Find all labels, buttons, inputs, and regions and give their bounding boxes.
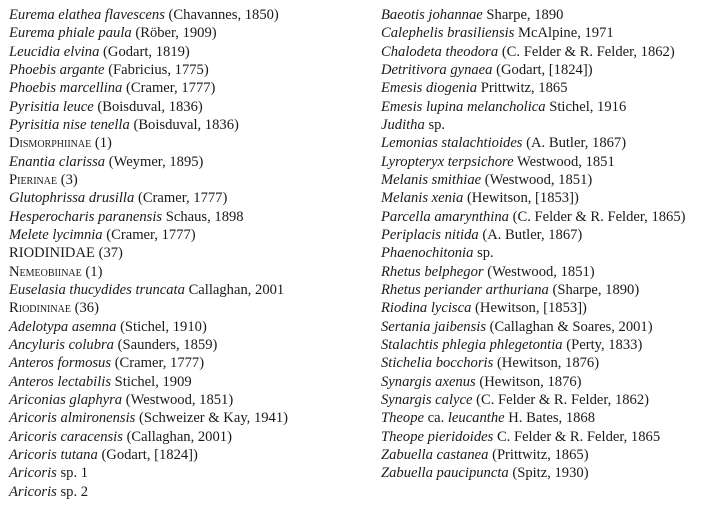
taxon-author: sp.: [477, 245, 494, 262]
species-entry: [9, 24, 369, 42]
taxon-author: (Callaghan & Soares, 2001): [489, 318, 653, 335]
subfamily-heading: [9, 299, 369, 317]
taxon-name: Zabuella castanea: [381, 446, 489, 463]
taxon-author: (Cramer, 1777): [106, 226, 196, 243]
taxon-name: Synargis axenus: [381, 373, 476, 390]
species-entry: [381, 336, 703, 354]
taxon-author: McAlpine, 1971: [518, 25, 614, 42]
subfamily-name: Dismorphiinae: [9, 135, 92, 152]
taxon-name: Leucidia elvina: [9, 43, 100, 60]
species-entry: [9, 208, 369, 226]
taxon-name: Stichelia bocchoris: [381, 355, 494, 372]
species-entry: [9, 483, 369, 501]
species-entry: [381, 446, 703, 464]
taxon-author: (A. Butler, 1867): [526, 135, 627, 152]
species-entry: [381, 226, 703, 244]
species-entry: [381, 61, 703, 79]
taxon-name: Melete lycimnia: [9, 226, 103, 243]
species-entry: [9, 43, 369, 61]
taxon-author: (Godart, 1819): [103, 43, 190, 60]
taxon-name: Adelotypa asemna: [9, 318, 117, 335]
species-entry: [9, 6, 369, 24]
taxon-author: Westwood, 1851: [517, 153, 615, 170]
species-entry: [9, 79, 369, 97]
taxon-name: Stalachtis phlegia phlegetontia: [381, 336, 563, 353]
taxon-name: Phaenochitonia: [381, 245, 474, 262]
species-entry: [9, 409, 369, 427]
species-entry: [9, 354, 369, 372]
taxon-count: (1): [85, 263, 103, 280]
taxon-name: Zabuella paucipuncta: [381, 465, 509, 482]
taxon-name: Pyrisitia leuce: [9, 98, 94, 115]
species-entry: [381, 464, 703, 482]
taxon-author: (Röber, 1909): [135, 25, 217, 42]
taxon-count: (37): [98, 245, 123, 262]
taxon-author: (Schweizer & Kay, 1941): [139, 410, 289, 427]
taxon-name: Rhetus belphegor: [381, 263, 484, 280]
species-entry: [9, 189, 369, 207]
taxon-name: Riodina lycisca: [381, 300, 472, 317]
species-entry: [381, 281, 703, 299]
taxon-name: Anteros lectabilis: [9, 373, 112, 390]
taxon-author: (Perty, 1833): [566, 336, 643, 353]
taxon-name: Anteros formosus: [9, 355, 112, 372]
species-entry: [9, 318, 369, 336]
species-entry: [381, 6, 703, 24]
taxon-author: (Hewitson, [1853]): [466, 190, 579, 207]
taxon-name: Lemonias stalachtioides: [381, 135, 523, 152]
taxon-name: Aricoris: [9, 483, 57, 500]
taxon-name: Eurema phiale paula: [9, 25, 132, 42]
species-entry: [381, 79, 703, 97]
species-entry: [381, 98, 703, 116]
species-entry: [381, 43, 703, 61]
right-column: [381, 6, 703, 483]
taxon-author: Schaus, 1898: [165, 208, 244, 225]
taxon-author: (Hewitson, [1853]): [475, 300, 587, 317]
taxon-name: Aricoris almironensis: [9, 410, 136, 427]
taxon-name: Euselasia thucydides truncata: [9, 281, 185, 298]
taxon-author: (A. Butler, 1867): [482, 226, 583, 243]
taxon-count: (36): [74, 300, 99, 317]
species-entry: [381, 428, 703, 446]
taxon-name: Hesperocharis paranensis: [9, 208, 163, 225]
subfamily-name: Riodininae: [9, 300, 71, 317]
species-entry: [9, 61, 369, 79]
taxon-author: (Godart, [1824]): [496, 61, 593, 78]
species-entry: [381, 171, 703, 189]
taxon-name: Emesis lupina melancholica: [381, 98, 546, 115]
taxon-author: (Callaghan, 2001): [126, 428, 232, 445]
taxon-name: Glutophrissa drusilla: [9, 190, 135, 207]
taxon-name: Melanis xenia: [381, 190, 464, 207]
taxon-author: (Sharpe, 1890): [552, 281, 640, 298]
species-entry: [9, 98, 369, 116]
taxon-author: (Boisduval, 1836): [133, 116, 239, 133]
taxon-author: (Cramer, 1777): [137, 190, 228, 207]
taxon-name: Sertania jaibensis: [381, 318, 486, 335]
species-entry: [9, 281, 369, 299]
species-entry: [9, 464, 369, 482]
subfamily-name: Nemeobiinae: [9, 263, 82, 280]
species-entry: [381, 409, 703, 427]
taxon-name: Eurema elathea flavescens: [9, 7, 165, 23]
species-entry: [381, 134, 703, 152]
taxon-author: H. Bates, 1868: [508, 410, 596, 427]
taxon-name: Juditha: [381, 116, 425, 133]
taxon-author: Callaghan, 2001: [188, 281, 285, 298]
taxon-name: Rhetus periander arthuriana: [381, 281, 549, 298]
species-entry: [381, 354, 703, 372]
taxon-name: Ariconias glaphyra: [9, 391, 123, 408]
species-entry: [381, 299, 703, 317]
species-entry: [9, 446, 369, 464]
taxon-name: Aricoris tutana: [9, 446, 98, 463]
species-entry: [9, 153, 369, 171]
taxon-name: Phoebis marcellina: [9, 80, 123, 97]
left-column: [9, 6, 369, 501]
taxon-author: (Chavannes, 1850): [168, 7, 279, 23]
taxon-name: Aricoris: [9, 465, 57, 482]
species-entry: [381, 208, 703, 226]
taxon-author: (Spitz, 1930): [512, 465, 589, 482]
taxon-name: Lyropteryx terpsichore: [381, 153, 514, 170]
subfamily-heading: [9, 134, 369, 152]
taxon-author: (Hewitson, 1876): [496, 355, 600, 372]
taxon-name: Aricoris caracensis: [9, 428, 123, 445]
taxon-author: (Westwood, 1851): [125, 391, 234, 408]
taxon-author: (C. Felder & R. Felder, 1862): [501, 43, 675, 60]
taxon-author: Stichel, 1916: [549, 98, 627, 115]
species-entry: [381, 373, 703, 391]
taxon-author: (Cramer, 1777): [126, 80, 216, 97]
taxon-name: Emesis diogenia: [381, 80, 478, 97]
species-entry: [381, 24, 703, 42]
species-entry: [9, 226, 369, 244]
taxon-author: (Hewitson, 1876): [479, 373, 582, 390]
species-entry: [9, 373, 369, 391]
family-heading: [9, 244, 369, 262]
taxon-author: (Saunders, 1859): [117, 336, 218, 353]
taxon-name: Chalodeta theodora: [381, 43, 499, 60]
taxon-author: sp.: [428, 116, 446, 133]
taxon-author: (Westwood, 1851): [484, 171, 593, 188]
subfamily-name: Pierinae: [9, 171, 58, 188]
taxon-name: Ancyluris colubra: [9, 336, 114, 353]
taxon-name: Theope pieridoides: [381, 428, 494, 445]
taxon-author: (Prittwitz, 1865): [492, 446, 589, 463]
taxon-name: Detritivora gynaea: [381, 61, 493, 78]
taxon-author: (Stichel, 1910): [120, 318, 207, 335]
taxon-count: (3): [60, 171, 78, 188]
species-entry: [9, 391, 369, 409]
species-entry: [381, 318, 703, 336]
taxon-author: sp. 1: [60, 465, 89, 482]
subfamily-heading: [9, 171, 369, 189]
taxon-name: Enantia clarissa: [9, 153, 106, 170]
species-entry: [381, 116, 703, 134]
species-entry: [9, 116, 369, 134]
taxon-name: Baeotis johannae: [381, 7, 483, 23]
subfamily-heading: [9, 263, 369, 281]
species-entry: [381, 244, 703, 262]
species-entry: [9, 336, 369, 354]
taxon-author: (Cramer, 1777): [114, 355, 205, 372]
taxon-name: Periplacis nitida: [381, 226, 479, 243]
taxon-author: (Fabricius, 1775): [108, 61, 209, 78]
species-entry: [381, 153, 703, 171]
taxon-author: Stichel, 1909: [114, 373, 192, 390]
taxon-author: Prittwitz, 1865: [480, 80, 568, 97]
taxon-name: Melanis smithiae: [381, 171, 482, 188]
taxon-name: Phoebis argante: [9, 61, 105, 78]
taxon-name: Calephelis brasiliensis: [381, 25, 515, 42]
taxon-author: C. Felder & R. Felder, 1865: [496, 428, 661, 445]
species-entry: [381, 391, 703, 409]
family-name: RIODINIDAE: [9, 245, 95, 262]
taxon-author: sp. 2: [60, 483, 89, 500]
taxon-name: Synargis calyce: [381, 391, 473, 408]
taxon-name: Theope ca. leucanthe: [381, 410, 505, 427]
taxon-author: (Godart, [1824]): [101, 446, 198, 463]
taxon-author: (C. Felder & R. Felder, 1865): [512, 208, 686, 225]
species-entry: [381, 263, 703, 281]
taxon-name: Pyrisitia nise tenella: [9, 116, 130, 133]
taxon-author: (Westwood, 1851): [487, 263, 595, 280]
taxon-name: Parcella amarynthina: [381, 208, 509, 225]
species-entry: [381, 189, 703, 207]
taxon-author: (Boisduval, 1836): [97, 98, 203, 115]
taxon-count: (1): [94, 135, 112, 152]
species-entry: [9, 428, 369, 446]
taxon-author: (C. Felder & R. Felder, 1862): [476, 391, 650, 408]
taxon-author: Sharpe, 1890: [486, 7, 564, 23]
taxon-author: (Weymer, 1895): [108, 153, 204, 170]
